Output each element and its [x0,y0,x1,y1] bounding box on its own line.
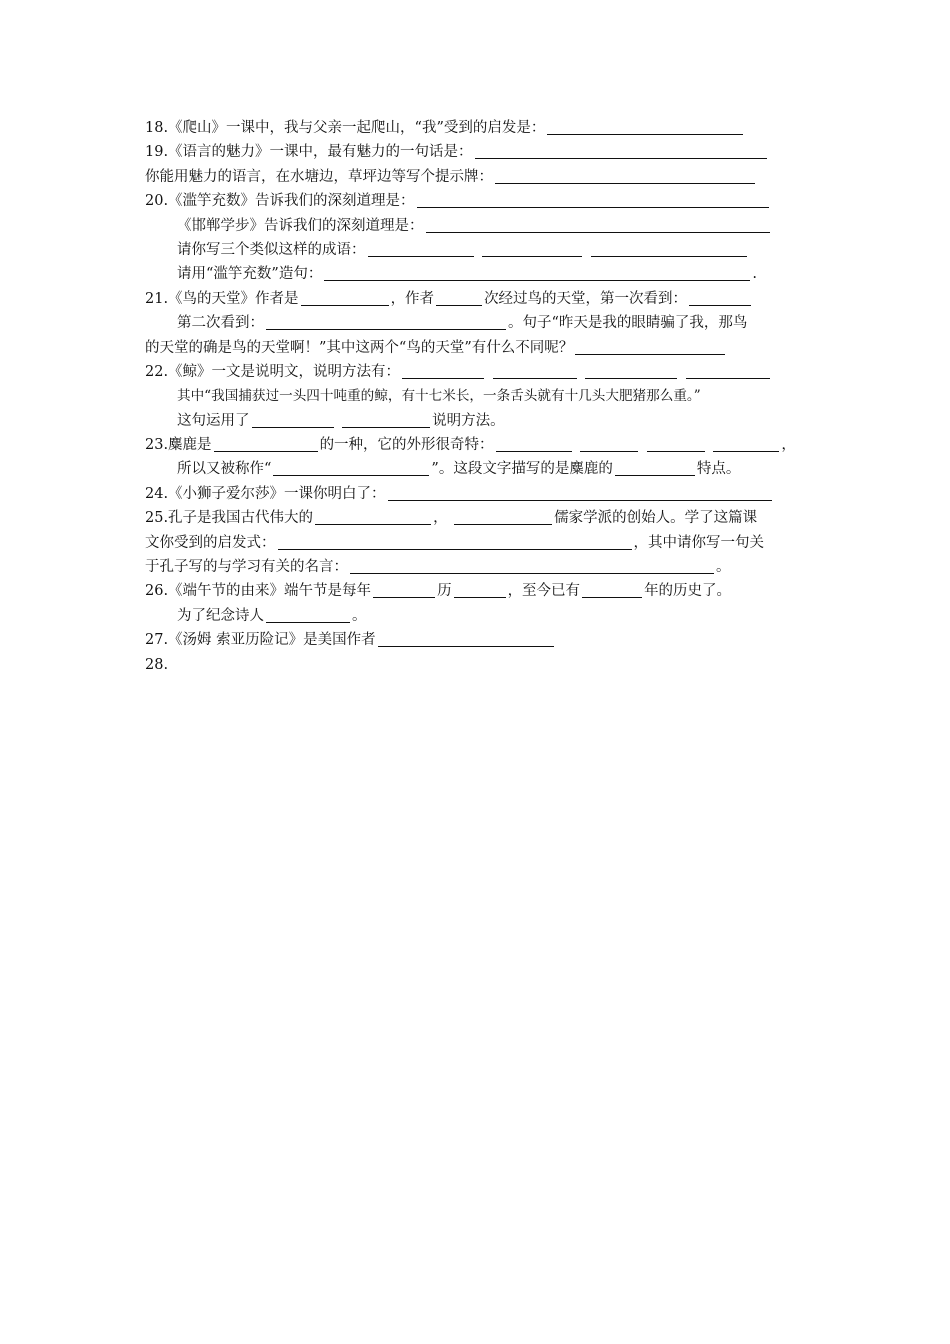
q23-text-a: 23.麋鹿是 [145,437,212,454]
q21-times-blank[interactable] [436,288,482,306]
q23-feature-blank-2[interactable] [580,434,638,452]
q20-answer-blank[interactable] [417,190,769,208]
q28-text: 28. [145,656,169,673]
q21-text-e: 。句子“昨天是我的眼睛骗了我，那鸟 [508,315,748,332]
q26-text-c: ，至今已有 [507,583,581,600]
q22-used-blank-2[interactable] [342,410,430,428]
q23-feature-blank-1[interactable] [496,434,572,452]
q23-kind-blank[interactable] [214,434,318,452]
q19-sign-blank[interactable] [495,166,755,184]
q23-feature-blank-4[interactable] [713,434,779,452]
q23-line [145,433,810,457]
q22-used-blank-1[interactable] [252,410,334,428]
q20-answer-blank-2[interactable] [426,215,770,233]
q22-text-d: 说明方法。 [432,412,505,429]
q18-answer-blank[interactable] [547,117,743,135]
q20-text3: 请你写三个类似这样的成语： [177,241,366,258]
q24-answer-blank[interactable] [388,483,772,501]
q22-method-blank-2[interactable] [493,361,577,379]
q22-text-a: 22.《鲸》一文是说明文，说明方法有： [145,363,401,380]
q25-role-blank-1[interactable] [315,507,431,525]
q21-line [145,287,810,311]
q22-text-b: 其中“我国捕获过一头四十吨重的鲸，有十七米长，一条舌头就有十几头大肥猪那么重。” [177,388,701,405]
q25-text-c: 儒家学派的创始人。学了这篇课 [554,510,758,527]
q21-text-b: ，作者 [390,290,435,307]
q25-text-a: 25.孔子是我国古代伟大的 [145,510,314,527]
q18-text: 18.《爬山》一课中，我与父亲一起爬山，“我”受到的启发是： [145,120,546,136]
q23-trait-blank[interactable] [615,458,695,476]
q21-text-d: 第二次看到： [177,315,264,332]
q25-quote-blank[interactable] [350,556,714,574]
q19-text2: 你能用魅力的语言，在水塘边，草坪边等写个提示牌： [145,168,493,185]
q22-method-blank-4[interactable] [686,361,770,379]
q23-feature-blank-3[interactable] [647,434,705,452]
q22-method-blank-1[interactable] [402,361,484,379]
q26-day-blank[interactable] [454,580,506,598]
q22-line [145,360,810,384]
worksheet [145,116,810,677]
q24-text: 24.《小狮子爱尔莎》一课你明白了： [145,485,386,502]
q20-line-3 [145,238,810,262]
q23-text-c: ， [781,437,796,454]
q27-text: 27.《汤姆 索亚历险记》是美国作者 [145,632,376,649]
q23-text-e: ”。这段文字描写的是麋鹿的 [431,461,613,478]
q26-line-2 [145,604,810,628]
q20-sentence-blank[interactable] [324,263,750,281]
q22-line-2 [145,384,810,408]
q23-line-2 [145,457,810,481]
q26-text-b: 历 [437,583,452,600]
q20-text4: 请用“滥竽充数”造句： [177,266,323,283]
q21-difference-blank[interactable] [575,337,725,355]
q21-line-3 [145,336,810,360]
q27-line [145,628,810,652]
q20-idiom-blank-3[interactable] [591,239,747,257]
q25-line-2 [145,531,810,555]
q21-text-f: 的天堂的确是鸟的天堂啊！”其中这两个“鸟的天堂”有什么不同呢？ [145,339,574,356]
q22-method-blank-3[interactable] [585,361,677,379]
q19-line-2 [145,165,810,189]
q25-text-f: 于孔子写的与学习有关的名言： [145,559,348,576]
q26-poet-blank[interactable] [266,605,350,623]
q25-line-3 [145,555,810,579]
q20-line-4 [145,262,810,286]
q21-text-a: 21.《鸟的天堂》作者是 [145,290,299,307]
q21-line-2 [145,311,810,335]
q28-line [145,653,810,677]
q26-text-a: 26.《端午节的由来》端午节是每年 [145,583,372,600]
q26-line [145,579,810,603]
q27-author-blank[interactable] [378,629,554,647]
q20-idiom-blank-1[interactable] [368,239,474,257]
q25-text-g: 。 [716,559,731,576]
q26-text-d: 年的历史了。 [644,583,732,600]
q26-text-f: 。 [352,607,367,624]
q20-text: 20.《滥竽充数》告诉我们的深刻道理是： [145,193,415,210]
q19-text: 19.《语言的魅力》一课中，最有魅力的一句话是： [145,144,473,161]
q26-years-blank[interactable] [582,580,642,598]
q25-text-b: ， [433,510,448,527]
q19-answer-blank[interactable] [475,141,767,159]
q23-text-b: 的一种，它的外形很奇特： [319,437,494,454]
q26-text-e: 为了纪念诗人 [177,607,264,624]
q25-inspiration-blank[interactable] [278,532,632,550]
q23-text-f: 特点。 [696,461,741,478]
q19-line [145,140,810,164]
q23-text-d: 所以又被称作“ [177,461,272,478]
q18-line [145,116,810,140]
q21-second-blank[interactable] [266,312,506,330]
q21-text-c: 次经过鸟的天堂，第一次看到： [484,290,688,307]
q20-line [145,189,810,213]
q22-line-3 [145,409,810,433]
q25-text-e: ，其中请你写一句关 [633,534,764,551]
q20-end-mark: . [752,266,757,283]
q24-line [145,482,810,506]
q22-text-c: 这句运用了 [177,412,250,429]
q21-author-blank[interactable] [301,288,389,306]
q25-text-d: 文你受到的启发式： [145,534,276,551]
q25-role-blank-2[interactable] [454,507,552,525]
q20-text2: 《邯郸学步》告诉我们的深刻道理是： [177,217,424,234]
q26-month-blank[interactable] [373,580,435,598]
q23-nickname-blank[interactable] [273,458,429,476]
q25-line [145,506,810,530]
q20-line-2 [145,214,810,238]
q20-idiom-blank-2[interactable] [482,239,582,257]
q21-first-blank[interactable] [689,288,751,306]
